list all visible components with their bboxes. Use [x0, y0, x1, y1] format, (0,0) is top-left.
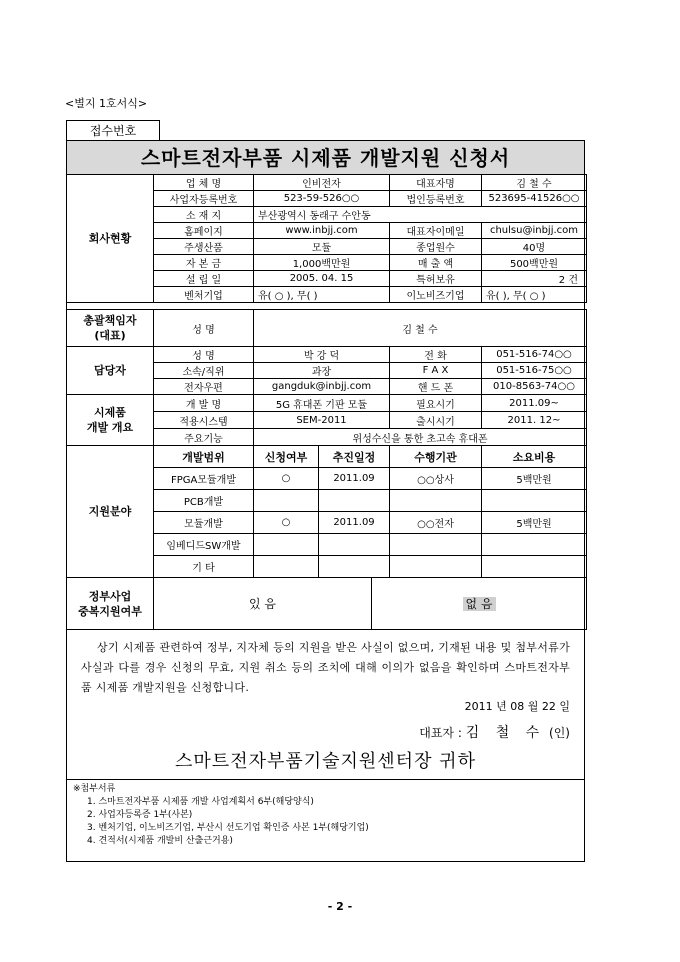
field-value[interactable]	[319, 556, 390, 578]
support-table	[66, 445, 587, 578]
column-header: 소요비용	[482, 446, 587, 468]
field-value[interactable]	[254, 556, 319, 578]
innobiz-choice[interactable]: 유( ), 무( ○ )	[482, 287, 587, 303]
manager-name[interactable]: 김 철 수	[254, 310, 587, 347]
field-label: 출시시기	[390, 412, 482, 429]
representative-line	[419, 722, 570, 742]
field-value[interactable]: ○	[254, 468, 319, 490]
duplicate-yes-option[interactable]: 있 음	[154, 578, 372, 630]
field-label: 소속/직위	[154, 363, 254, 379]
venture-choice[interactable]: 유( ○ ), 무( )	[254, 287, 390, 303]
field-label: 대표자이메일	[390, 223, 482, 239]
field-label: 업 체 명	[154, 175, 254, 191]
field-value[interactable]: 051-516-74○○	[482, 347, 587, 363]
field-value[interactable]: 1,000백만원	[254, 255, 390, 271]
field-label: 주생산품	[154, 239, 254, 255]
manager-table	[66, 309, 587, 347]
representative-name: 김 철 수	[465, 725, 546, 741]
field-label: 임베디드SW개발	[154, 534, 254, 556]
section-support: 지원분야	[67, 446, 154, 578]
field-value[interactable]: www.inbjj.com	[254, 223, 390, 239]
section-prototype	[67, 395, 154, 446]
attachment-item: 3. 벤처기업, 이노비즈기업, 부산시 선도기업 확인증 사본 1부(해당기업)	[87, 823, 369, 833]
field-label: 주요기능	[154, 429, 254, 446]
prototype-section-line1: 시제품	[94, 406, 126, 419]
section-manager	[67, 310, 154, 347]
column-header: 개발범위	[154, 446, 254, 468]
duplicate-table	[66, 577, 587, 630]
attachments-title: ※첨부서류	[73, 784, 116, 794]
field-value[interactable]	[254, 534, 319, 556]
field-value[interactable]: 부산광역시 동래구 수안동	[254, 207, 587, 223]
field-label: 매 출 액	[390, 255, 482, 271]
duplicate-section-line2: 중복지원여부	[78, 604, 142, 618]
field-value[interactable]: 2011.09~	[482, 395, 587, 412]
contact-table	[66, 346, 587, 395]
field-label: 전자우편	[154, 379, 254, 395]
field-value[interactable]	[390, 534, 482, 556]
field-value[interactable]: 박 강 덕	[254, 347, 390, 363]
field-label: 이노비즈기업	[390, 287, 482, 303]
field-value[interactable]: 2011.09	[319, 468, 390, 490]
field-value[interactable]: 과장	[254, 363, 390, 379]
application-date: 2011 년 08 월 22 일	[464, 700, 570, 713]
receipt-number-label: 접수번호	[66, 120, 160, 141]
manager-section-line1: 총괄책임자	[83, 314, 137, 327]
field-value[interactable]: 2005. 04. 15	[254, 271, 390, 287]
field-value[interactable]: 2 건	[482, 271, 587, 287]
declaration-section	[67, 629, 584, 779]
field-label: 성 명	[154, 347, 254, 363]
field-value[interactable]: ○	[254, 512, 319, 534]
field-label: 종업원수	[390, 239, 482, 255]
field-value[interactable]: 김 철 수	[482, 175, 587, 191]
field-label: 필요시기	[390, 395, 482, 412]
field-value[interactable]	[482, 490, 587, 512]
field-label: 사업자등록번호	[154, 191, 254, 207]
field-label: 대표자명	[390, 175, 482, 191]
field-value[interactable]: gangduk@inbjj.com	[254, 379, 390, 395]
column-header: 수행기관	[390, 446, 482, 468]
field-label: 홈페이지	[154, 223, 254, 239]
duplicate-no-option[interactable]	[372, 578, 587, 630]
declaration-text: 상기 시제품 관련하여 정부, 지자체 등의 지원을 받은 사실이 없으며, 기재된 내용 및 첨부서류가 사실과 다를 경우 신청의 무효, 지원 취소 등의 조치에 대해 이의가 없음을 확인하며 스마트전자부품 시제품 개발지원을 신청합니다.	[81, 641, 570, 694]
attachment-item: 1. 스마트전자부품 시제품 개발 사업계획서 6부(해당양식)	[87, 797, 314, 807]
form-title: 스마트전자부품 시제품 개발지원 신청서	[67, 141, 584, 175]
field-label: 법인등록번호	[390, 191, 482, 207]
column-header: 추진일정	[319, 446, 390, 468]
field-label: 개 발 명	[154, 395, 254, 412]
section-duplicate-support	[67, 578, 154, 630]
prototype-section-line2: 개발 개요	[86, 421, 134, 434]
field-label: 자 본 금	[154, 255, 254, 271]
representative-label: 대표자 :	[419, 726, 462, 740]
field-value[interactable]	[319, 490, 390, 512]
manager-section-line2: (대표)	[94, 329, 126, 342]
attachment-item: 4. 견적서(시제품 개발비 산출근거용)	[87, 836, 233, 846]
field-value[interactable]: 500백만원	[482, 255, 587, 271]
field-value[interactable]: 523695-41526○○	[482, 191, 587, 207]
section-contact: 담당자	[67, 347, 154, 395]
field-label: 적용시스템	[154, 412, 254, 429]
field-value[interactable]	[254, 490, 319, 512]
field-value[interactable]: 051-516-75○○	[482, 363, 587, 379]
seal-mark: (인)	[549, 726, 570, 740]
field-label: 소 재 지	[154, 207, 254, 223]
page-number: - 2 -	[327, 900, 353, 913]
field-label: 특허보유	[390, 271, 482, 287]
field-value[interactable]	[482, 534, 587, 556]
field-value[interactable]: chulsu@inbjj.com	[482, 223, 587, 239]
field-label: PCB개발	[154, 490, 254, 512]
company-table	[66, 174, 587, 303]
attachments-section	[67, 779, 584, 863]
field-label: 전 화	[390, 347, 482, 363]
attachment-item: 2. 사업자등록증 1부(사본)	[87, 810, 193, 820]
field-label: FPGA모듈개발	[154, 468, 254, 490]
field-value[interactable]: ○○상사	[390, 468, 482, 490]
field-value[interactable]: 2011.09	[319, 512, 390, 534]
field-value[interactable]: 인비전자	[254, 175, 390, 191]
field-label: 핸 드 폰	[390, 379, 482, 395]
application-form	[66, 140, 585, 862]
field-label: 설 립 일	[154, 271, 254, 287]
field-value[interactable]: 5백만원	[482, 468, 587, 490]
field-value[interactable]: 010-8563-74○○	[482, 379, 587, 395]
field-value[interactable]: 위성수신을 통한 초고속 휴대폰	[254, 429, 587, 446]
column-header: 신청여부	[254, 446, 319, 468]
form-tag: <별지 1호서식>	[65, 97, 148, 110]
recipient-line: 스마트전자부품기술지원센터장 귀하	[175, 751, 476, 772]
field-label: F A X	[390, 363, 482, 379]
field-label: 기 타	[154, 556, 254, 578]
duplicate-section-line1: 정부사업	[88, 589, 132, 603]
field-value[interactable]: ○○전자	[390, 512, 482, 534]
field-label: 성 명	[154, 310, 254, 347]
field-value[interactable]: 2011. 12~	[482, 412, 587, 429]
field-value[interactable]	[390, 490, 482, 512]
prototype-table	[66, 394, 587, 446]
field-value[interactable]: SEM-2011	[254, 412, 390, 429]
field-label: 모듈개발	[154, 512, 254, 534]
field-value[interactable]: 5백만원	[482, 512, 587, 534]
field-label: 벤처기업	[154, 287, 254, 303]
field-value[interactable]	[482, 556, 587, 578]
section-company-status: 회사현황	[67, 175, 154, 303]
field-value[interactable]: 모듈	[254, 239, 390, 255]
duplicate-no-label: 없 음	[463, 597, 496, 611]
field-value[interactable]: 5G 휴대폰 기판 모듈	[254, 395, 390, 412]
field-value[interactable]	[319, 534, 390, 556]
field-value[interactable]: 523-59-526○○	[254, 191, 390, 207]
field-value[interactable]: 40명	[482, 239, 587, 255]
field-value[interactable]	[390, 556, 482, 578]
